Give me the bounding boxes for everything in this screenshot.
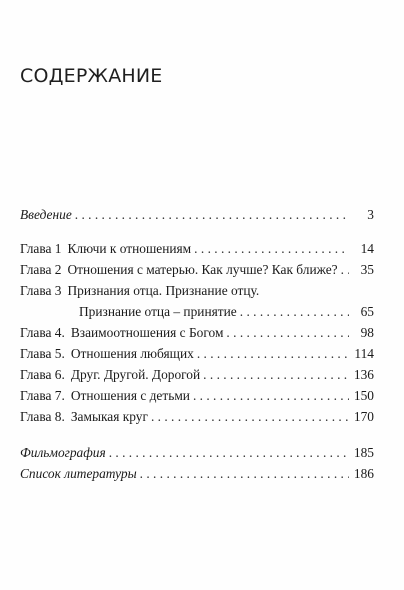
- toc-entry-page: 114: [354, 346, 374, 361]
- toc-entry-title: Список литературы: [20, 466, 137, 481]
- toc-entry-intro: [20, 206, 374, 224]
- toc-entry-chapter-3: [20, 282, 374, 300]
- chapter-label: Глава 2: [20, 262, 62, 277]
- toc-entry-chapter-5: [20, 345, 374, 363]
- dot-leader: [341, 261, 349, 279]
- toc-entry-title-continued: Признание отца – принятие: [79, 304, 237, 319]
- contents-heading: СОДЕРЖАНИЕ: [20, 65, 163, 87]
- toc-entry-page: 150: [353, 388, 374, 403]
- toc-entry-page: 65: [360, 304, 374, 319]
- chapter-label: Глава 5.: [20, 346, 65, 361]
- toc-entry-page: 185: [353, 445, 374, 460]
- chapter-label: Глава 4.: [20, 325, 65, 340]
- dot-leader: [109, 444, 349, 462]
- toc-entry-chapter-6: [20, 366, 374, 384]
- toc-entry-chapter-4: [20, 324, 374, 342]
- toc-entry-page: 136: [353, 367, 374, 382]
- dot-leader: [197, 345, 349, 363]
- dot-leader: [194, 240, 349, 258]
- dot-leader: [75, 206, 349, 224]
- toc-entry-chapter-3-continued: [20, 303, 374, 321]
- toc-entry-page: 14: [360, 241, 374, 256]
- chapter-label: Глава 7.: [20, 388, 65, 403]
- toc-entry-page: 186: [353, 466, 374, 481]
- toc-entry-filmography: [20, 444, 374, 462]
- chapter-label: Глава 1: [20, 241, 62, 256]
- chapter-label: Глава 8.: [20, 409, 65, 424]
- dot-leader: [193, 387, 349, 405]
- toc-entry-chapter-2: [20, 261, 374, 279]
- toc-entry-title: Введение: [20, 207, 72, 222]
- toc-entry-bibliography: [20, 465, 374, 483]
- dot-leader: [151, 408, 349, 426]
- chapter-label: Глава 6.: [20, 367, 65, 382]
- toc-entry-title: Отношения любящих: [70, 346, 194, 361]
- dot-leader: [203, 366, 349, 384]
- toc-entry-title: Отношения с матерью. Как лучше? Как ближе?: [67, 262, 338, 277]
- toc-entry-chapter-1: [20, 240, 374, 258]
- toc-entry-title: Друг. Другой. Дорогой: [70, 367, 201, 382]
- toc-entry-page: 3: [367, 207, 374, 222]
- toc-entry-chapter-7: [20, 387, 374, 405]
- chapter-label: Глава 3: [20, 283, 62, 298]
- toc-entry-page: 170: [353, 409, 374, 424]
- dot-leader: [226, 324, 349, 342]
- toc-entry-page: 35: [360, 262, 374, 277]
- toc-entry-title: Взаимоотношения с Богом: [70, 325, 224, 340]
- toc-entry-title: Ключи к отношениям: [67, 241, 192, 256]
- dot-leader: [140, 465, 349, 483]
- toc-entry-title: Замыкая круг: [70, 409, 148, 424]
- toc-entry-title: Отношения с детьми: [70, 388, 190, 403]
- toc-entry-title: Фильмография: [20, 445, 106, 460]
- toc-entry-chapter-8: [20, 408, 374, 426]
- toc-entry-title: Признания отца. Признание отцу.: [67, 283, 260, 298]
- dot-leader: [240, 303, 349, 321]
- toc-entry-page: 98: [360, 325, 374, 340]
